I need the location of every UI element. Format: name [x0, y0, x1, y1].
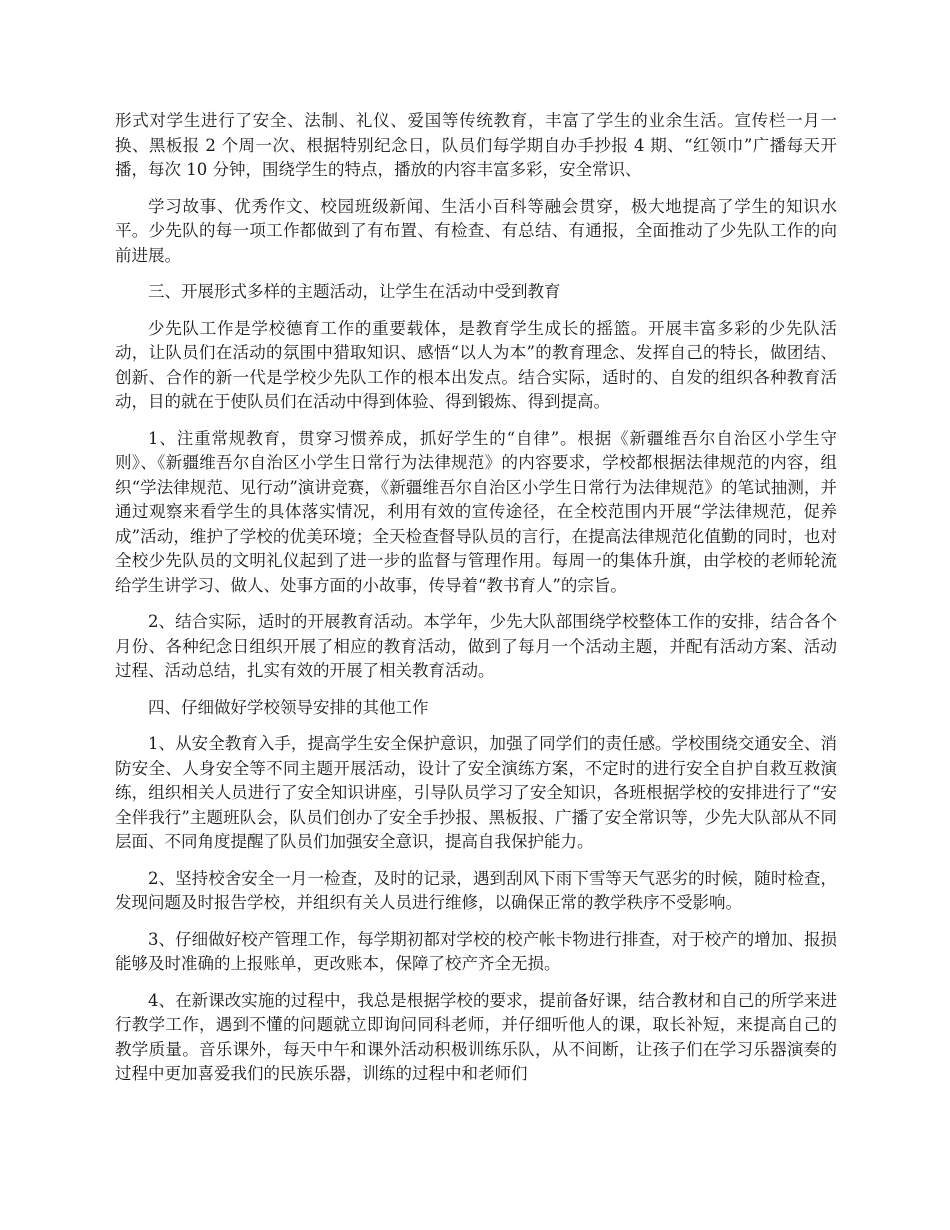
section-heading-3: 三、开展形式多样的主题活动，让学生在活动中受到教育 — [148, 282, 561, 301]
paragraph-5: 1、注重常规教育，贯穿习惯养成，抓好学生的“自律”。根据《新疆维吾尔自治区小学生守则》、《新疆维吾尔自治区小学生日常行为法律规范》的内容要求，学校都根据法律规范的内容，组织“学法律规范、见行动”演讲竞赛，《新疆维吾尔自治区小学生日常行为法律规范》的笔试抽测，并通过观察来看学生的具体落实情况，利用有效的宣传途径，在全校范围内开展“学法律规范，促养成”活动，维护了学校的优美环境；全天检查督导队员的言行，在提高法律规范化值勤的同时，也对全校少先队员的文明礼仪起到了进一步的监督与管理作用。每周一的集体升旗，由学校的老师轮流给学生讲学习、做人、处事方面的小故事，传导着“教书育人”的宗旨。 — [115, 428, 837, 595]
section-heading-4: 四、仔细做好学校领导安排的其他工作 — [148, 697, 429, 717]
paragraph-6: 2、结合实际，适时的开展教育活动。本学年，少先大队部围绕学校整体工作的安排，结合各个月份、各种纪念日组织开展了相应的教育活动，做到了每月一个活动主题，并配有活动方案、活动过程、活动总结，扎实有效的开展了相关教育活动。 — [115, 612, 837, 680]
paragraph-2: 学习故事、优秀作文、校园班级新闻、生活小百科等融会贯穿，极大地提高了学生的知识水平。少先队的每一项工作都做到了有布置、有检查、有总结、有通报，全面推动了少先队工作的向前进展。 — [115, 196, 837, 265]
paragraph-9: 2、坚持校舍安全一月一检查，及时的记录，遇到刮风下雨下雪等天气恶劣的时候，随时检查，发现问题及时报告学校，并组织有关人员进行维修，以确保正常的教学秩序不受影响。 — [115, 868, 837, 912]
paragraph-11: 4、在新课改实施的过程中，我总是根据学校的要求，提前备好课，结合教材和自己的所学来进行教学工作，遇到不懂的问题就立即询问同科老师，并仔细听他人的课，取长补短，来提高自己的教学质量。音乐课外，每天中午和课外活动积极训练乐队，从不间断，让孩子们在学习乐器演奏的过程中更加喜爱我们的民族乐器，训练的过程中和老师们 — [115, 990, 837, 1083]
document-page — [115, 109, 837, 1099]
paragraph-10: 3、仔细做好校产管理工作，每学期初都对学校的校产帐卡物进行排查，对于校产的增加、报损能够及时准确的上报账单，更改账本，保障了校产齐全无损。 — [115, 929, 837, 973]
paragraph-8: 1、从安全教育入手，提高学生安全保护意识，加强了同学们的责任感。学校围绕交通安全、消防安全、人身安全等不同主题开展活动，设计了安全演练方案，不定时的进行安全自护自救互救演练，组织相关人员进行了安全知识讲座，引导队员学习了安全知识，各班根据学校的安排进行了“安全伴我行”主题班队会，队员们创办了安全手抄报、黑板报、广播了安全常识等，少先大队部从不同层面、不同角度提醒了队员们加强安全意识，提高自我保护能力。 — [115, 734, 837, 851]
paragraph-1: 形式对学生进行了安全、法制、礼仪、爱国等传统教育，丰富了学生的业余生活。宣传栏一月一换、黑板报 2 个周一次、根据特别纪念日，队员们每学期自办手抄报 4 期、“红领巾”广播每天开播，每次 10 分钟，围绕学生的特点，播放的内容丰富多彩，安全常识、 — [115, 111, 837, 179]
paragraph-4: 少先队工作是学校德育工作的重要载体，是教育学生成长的摇篮。开展丰富多彩的少先队活动，让队员们在活动的氛围中猎取知识、感悟“以人为本”的教育理念、发挥自己的特长，做团结、创新、合作的新一代是学校少先队工作的根本出发点。结合实际，适时的、自发的组织各种教育活动，目的就在于使队员们在活动中得到体验、得到锻炼、得到提高。 — [115, 318, 837, 411]
